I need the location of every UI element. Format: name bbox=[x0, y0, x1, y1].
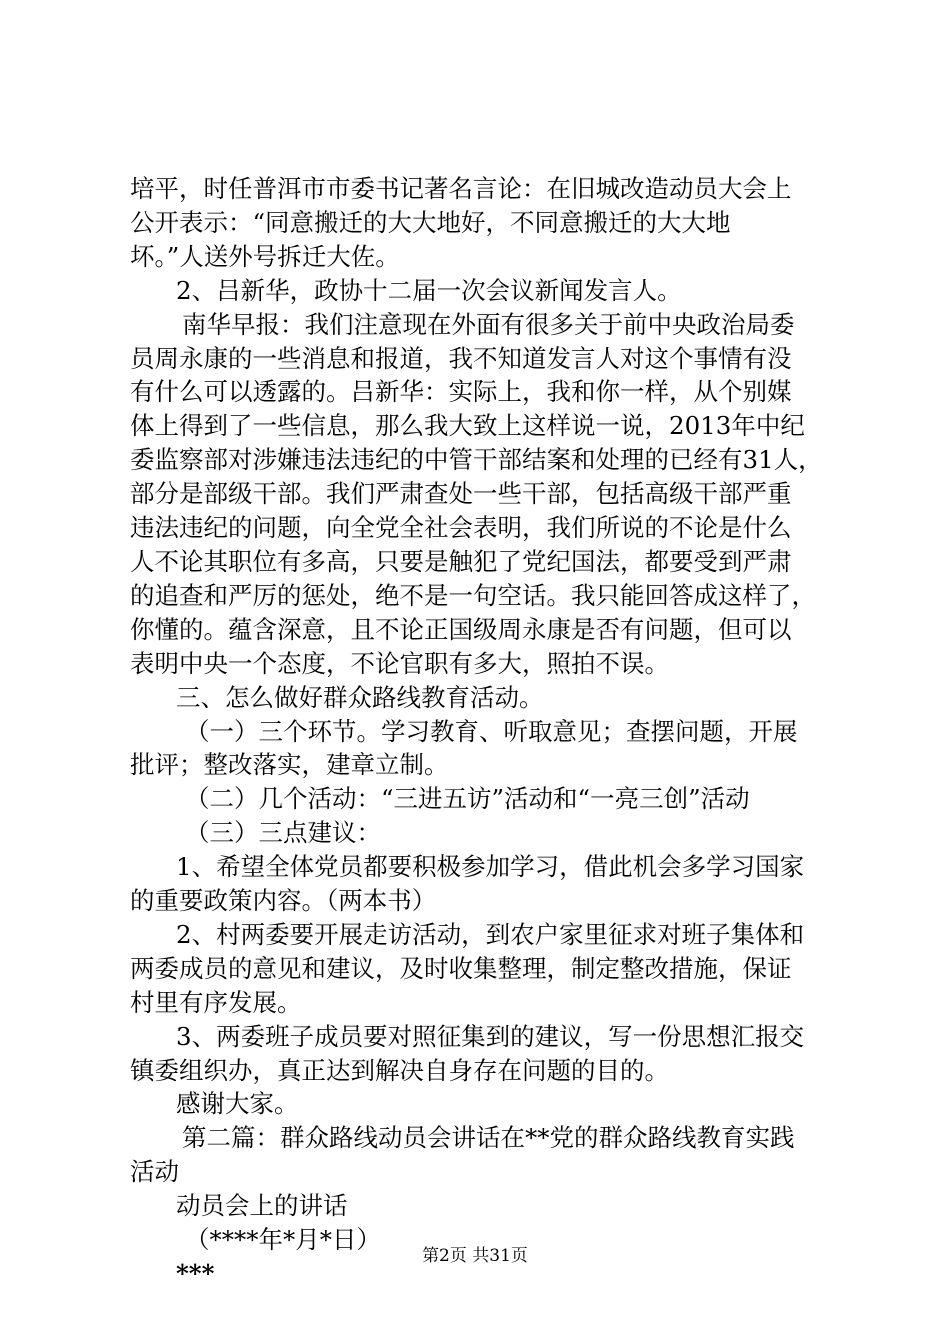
text-line: 的追查和严厉的惩处，绝不是一句空话。我只能回答成这样了， bbox=[130, 580, 816, 610]
text-line: 南华早报：我们注意现在外面有很多关于前中央政治局委 bbox=[182, 309, 795, 339]
text-line: （****年*月*日） bbox=[185, 1225, 381, 1255]
text-line: 表明中央一个态度，不论官职有多大，照拍不误。 bbox=[130, 648, 669, 678]
text-line: 培平，时任普洱市市委书记著名言论：在旧城改造动员大会上 bbox=[130, 174, 792, 203]
text-line: 你懂的。蕴含深意，且不论正国级周永康是否有问题，但可以 bbox=[130, 614, 792, 644]
text-line: 部分是部级干部。我们严肃查处一些干部，包括高级干部严重 bbox=[130, 479, 792, 509]
text-line: 3、两委班子成员要对照征集到的建议，写一份思想汇报交 bbox=[176, 1021, 805, 1051]
text-line: 2、吕新华，政协十二届一次会议新闻发言人。 bbox=[176, 275, 682, 305]
text-line: （一）三个环节。学习教育、听取意见；查摆问题，开展 bbox=[185, 716, 798, 746]
text-line: 动员会上的讲话 bbox=[176, 1191, 348, 1221]
text-line: 1、希望全体党员都要积极参加学习，借此机会多学习国家 bbox=[176, 852, 805, 882]
text-line: （二）几个活动：“三进五访”活动和“一亮三创”活动 bbox=[185, 784, 750, 814]
text-line: 员周永康的一些消息和报道，我不知道发言人对这个事情有没 bbox=[130, 343, 792, 373]
text-line: 有什么可以透露的。吕新华：实际上，我和你一样，从个别媒 bbox=[130, 377, 792, 407]
section-heading: 第二篇：群众路线动员会讲话在**党的群众路线教育实践 bbox=[182, 1123, 795, 1153]
text-line: （三）三点建议： bbox=[185, 818, 381, 848]
text-line: 2、村两委要开展走访活动，到农户家里征求对班子集体和 bbox=[176, 919, 805, 949]
text-line: 人不论其职位有多高，只要是触犯了党纪国法，都要受到严肃 bbox=[130, 546, 792, 576]
text-line: 违法违纪的问题，向全党全社会表明，我们所说的不论是什么 bbox=[130, 513, 792, 543]
section-heading: 三、怎么做好群众路线教育活动。 bbox=[176, 682, 544, 712]
text-line: 村里有序发展。 bbox=[130, 987, 302, 1017]
text-line: 镇委组织办，真正达到解决自身存在问题的目的。 bbox=[130, 1055, 669, 1085]
text-line: *** bbox=[176, 1259, 215, 1288]
text-line: 体上得到了一些信息，那么我大致上这样说一说，2013年中纪 bbox=[130, 411, 805, 441]
text-line: 感谢大家。 bbox=[176, 1089, 299, 1119]
text-line: 批评；整改落实，建章立制。 bbox=[130, 750, 449, 780]
page-footer: 第2页 共31页 bbox=[422, 1246, 528, 1266]
text-line: 的重要政策内容。（两本书） bbox=[130, 886, 437, 916]
text-line: 公开表示：“同意搬迁的大大地好，不同意搬迁的大大地 bbox=[130, 207, 731, 237]
text-line: 委监察部对涉嫌违法违纪的中管干部结案和处理的已经有31人， bbox=[130, 445, 823, 475]
document-body bbox=[130, 172, 830, 1291]
text-line: 坏。”人送外号拆迁大佐。 bbox=[130, 241, 400, 271]
text-line: 活动 bbox=[130, 1157, 179, 1187]
text-line: 两委成员的意见和建议，及时收集整理，制定整改措施，保证 bbox=[130, 953, 792, 983]
